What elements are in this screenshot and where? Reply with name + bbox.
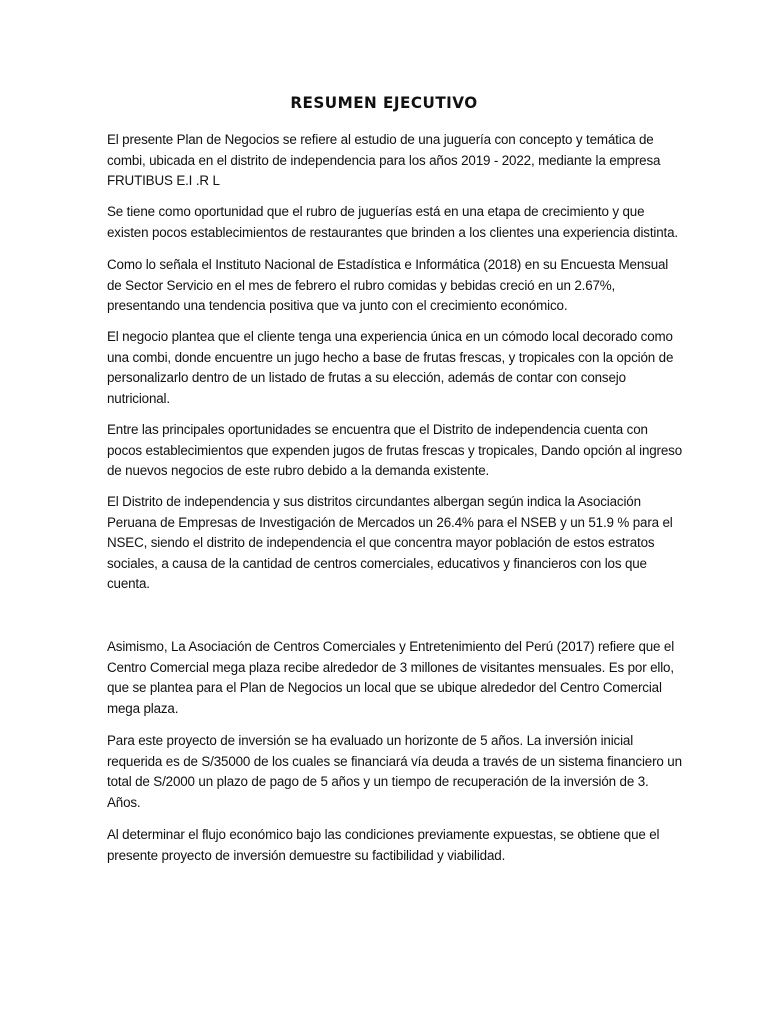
text-line: sociales, a causa de la cantidad de centros comerciales, educativos y financieros con los que bbox=[107, 555, 647, 571]
text-line: Centro Comercial mega plaza recibe alrededor de 3 millones de visitantes mensuales. Es por ello, bbox=[107, 659, 674, 675]
text-line: existen pocos establecimientos de restaurantes que brinden a los clientes una experiencia distinta. bbox=[107, 224, 678, 240]
text-line: El negocio plantea que el cliente tenga una experiencia única en un cómodo local decorado como bbox=[107, 329, 673, 344]
text-line: Al determinar el flujo económico bajo las condiciones previamente expuestas, se obtiene que el bbox=[107, 827, 660, 842]
text-line: combi, ubicada en el distrito de independencia para los años 2019 - 2022, mediante la empresa bbox=[107, 152, 661, 168]
text-line: Asimismo, La Asociación de Centros Comerciales y Entretenimiento del Perú (2017) refiere que el bbox=[107, 639, 675, 654]
paragraph-business-concept bbox=[107, 327, 674, 409]
text-line: total de S/2000 un plazo de pago de 5 años y un tiempo de recuperación de la inversión de 3. bbox=[107, 774, 649, 790]
page-title: RESUMEN EJECUTIVO bbox=[290, 93, 478, 112]
text-line: mega plaza. bbox=[107, 700, 179, 716]
text-line: personalizarlo dentro de un listado de frutas a su elección, además de contar con consejo bbox=[107, 370, 626, 386]
text-line: de nuevos negocios de este rubro debido a la demanda existente. bbox=[107, 463, 490, 479]
text-line: una combi, donde encuentre un jugo hecho a base de frutas frescas, y tropicales con la opción de bbox=[107, 349, 674, 365]
paragraph-opportunities bbox=[107, 420, 682, 482]
paragraph-district-stats bbox=[107, 492, 673, 595]
text-line: NSEC, siendo el distrito de independencia el que concentra mayor población de estos estratos bbox=[107, 535, 655, 551]
text-line: FRUTIBUS E.I .R L bbox=[107, 173, 220, 189]
text-line: presente proyecto de inversión demuestre su factibilidad y viabilidad. bbox=[107, 847, 506, 863]
text-line: presentando una tendencia positiva que va junto con el crecimiento económico. bbox=[107, 298, 568, 314]
text-line: El presente Plan de Negocios se refiere al estudio de una juguería con concepto y temática de bbox=[107, 132, 654, 147]
text-line: Para este proyecto de inversión se ha evaluado un horizonte de 5 años. La inversión inicial bbox=[107, 733, 634, 748]
paragraph-intro bbox=[107, 130, 663, 192]
paragraph-investment bbox=[107, 731, 682, 813]
text-line: El Distrito de independencia y sus distritos circundantes albergan según indica la Asociación bbox=[107, 494, 641, 509]
paragraph-opportunity bbox=[107, 202, 678, 243]
text-line: pocos establecimientos que expenden jugos de frutas frescas y tropicales, Dando opción al ingreso bbox=[107, 442, 682, 458]
text-line: Entre las principales oportunidades se encuentra que el Distrito de independencia cuenta con bbox=[107, 422, 648, 437]
paragraph-inei bbox=[107, 255, 669, 317]
text-line: de Sector Servicio en el mes de febrero el rubro comidas y bebidas creció en un 2.67%, bbox=[107, 277, 616, 293]
text-line: Años. bbox=[107, 794, 141, 810]
text-line: nutricional. bbox=[107, 390, 170, 406]
text-line: Como lo señala el Instituto Nacional de Estadística e Informática (2018) en su Encuesta Mensual bbox=[107, 257, 669, 272]
text-line: requerida es de S/35000 de los cuales se financiará vía deuda a través de un sistema financiero un bbox=[107, 753, 682, 769]
paragraph-conclusion bbox=[107, 825, 663, 866]
text-line: Se tiene como oportunidad que el rubro de juguerías está en una etapa de crecimiento y que bbox=[107, 204, 645, 219]
text-line: que se plantea para el Plan de Negocios un local que se ubique alrededor del Centro Comercial bbox=[107, 680, 662, 696]
paragraph-mall bbox=[107, 637, 675, 719]
text-line: Peruana de Empresas de Investigación de Mercados un 26.4% para el NSEB y un 51.9 % para el bbox=[107, 514, 673, 530]
text-line: cuenta. bbox=[107, 576, 150, 592]
